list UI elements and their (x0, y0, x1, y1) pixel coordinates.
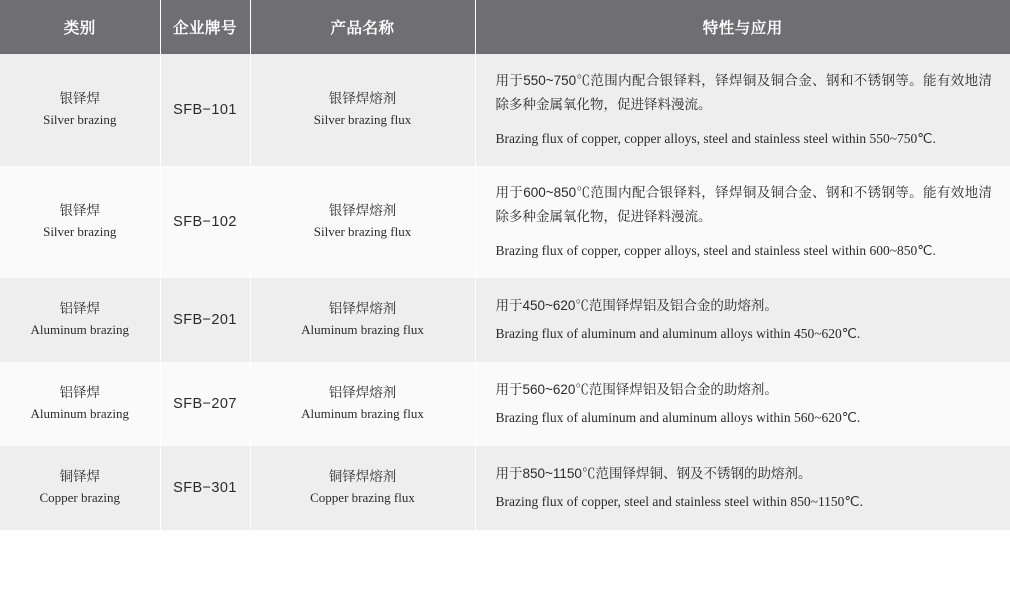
category-en: Silver brazing (43, 112, 117, 128)
product-name-cn: 铝铎焊熔剂 (328, 301, 397, 317)
table-row (0, 362, 1010, 446)
description-en: Brazing flux of aluminum and aluminum alloys within 450~620℃. (495, 326, 861, 342)
cell-description (475, 278, 1010, 362)
table-header-row (0, 0, 1010, 54)
cell-description (475, 54, 1010, 166)
description-en: Brazing flux of copper, copper alloys, steel and stainless steel within 600~850℃. (495, 242, 936, 258)
description-cn: 用于850~1150℃范围铎焊铜、钢及不锈钢的助熔剂。 (495, 465, 812, 481)
description-cn: 用于600~850℃范围内配合银铎料，铎焊铜及铜合金、钢和不锈钢等。能有效地清除多种金属氧化物，促进铎料漫流。 (495, 185, 992, 224)
brand-code: SFB−201 (173, 312, 237, 328)
cell-description (475, 362, 1010, 446)
cell-category (0, 446, 160, 530)
cell-brand-code (160, 166, 250, 278)
table-row (0, 446, 1010, 530)
product-name-en: Aluminum brazing flux (301, 322, 424, 338)
description-cn: 用于550~750℃范围内配合银铎料，铎焊铜及铜合金、钢和不锈钢等。能有效地清除多种金属氧化物，促进铎料漫流。 (495, 73, 992, 112)
category-cn: 铝铎焊 (59, 385, 100, 401)
category-en: Aluminum brazing (30, 322, 130, 338)
cell-product-name (250, 446, 475, 530)
cell-description (475, 166, 1010, 278)
product-name-cn: 银铎焊熔剂 (328, 91, 397, 107)
description-cn: 用于450~620℃范围铎焊铝及铝合金的助熔剂。 (495, 297, 778, 313)
cell-brand-code (160, 362, 250, 446)
table-header (0, 0, 1010, 54)
brand-code: SFB−207 (173, 396, 237, 412)
category-cn: 银铎焊 (59, 91, 100, 107)
cell-brand-code (160, 446, 250, 530)
cell-description (475, 446, 1010, 530)
category-en: Silver brazing (43, 224, 117, 240)
cell-category (0, 166, 160, 278)
product-name-cn: 铜铎焊熔剂 (328, 469, 397, 485)
description-en: Brazing flux of copper, copper alloys, steel and stainless steel within 550~750℃. (495, 130, 936, 146)
cell-product-name (250, 54, 475, 166)
table-row (0, 54, 1010, 166)
description-en: Brazing flux of copper, steel and stainless steel within 850~1150℃. (495, 494, 863, 510)
description-en: Brazing flux of aluminum and aluminum alloys within 560~620℃. (495, 410, 861, 426)
brand-code: SFB−102 (173, 214, 237, 230)
brand-code: SFB−101 (173, 102, 237, 118)
product-name-cn: 银铎焊熔剂 (328, 203, 397, 219)
brand-code: SFB−301 (173, 480, 237, 496)
column-header-brand-code: 企业牌号 (160, 0, 250, 54)
table-body (0, 54, 1010, 530)
cell-product-name (250, 278, 475, 362)
description-cn: 用于560~620℃范围铎焊铝及铝合金的助熔剂。 (495, 381, 778, 397)
cell-brand-code (160, 54, 250, 166)
column-header-category: 类别 (0, 0, 160, 54)
product-name-cn: 铝铎焊熔剂 (328, 385, 397, 401)
product-name-en: Silver brazing flux (313, 112, 412, 128)
cell-category (0, 278, 160, 362)
cell-product-name (250, 362, 475, 446)
column-header-product-name: 产品名称 (250, 0, 475, 54)
cell-category (0, 54, 160, 166)
category-cn: 铝铎焊 (59, 301, 100, 317)
table-row (0, 278, 1010, 362)
category-cn: 银铎焊 (59, 203, 100, 219)
cell-category (0, 362, 160, 446)
category-en: Copper brazing (39, 490, 120, 506)
table-row (0, 166, 1010, 278)
category-en: Aluminum brazing (30, 406, 130, 422)
cell-product-name (250, 166, 475, 278)
column-header-features-applications: 特性与应用 (475, 0, 1010, 54)
product-name-en: Copper brazing flux (310, 490, 415, 506)
category-cn: 铜铎焊 (59, 469, 100, 485)
cell-brand-code (160, 278, 250, 362)
product-name-en: Aluminum brazing flux (301, 406, 424, 422)
product-name-en: Silver brazing flux (313, 224, 412, 240)
